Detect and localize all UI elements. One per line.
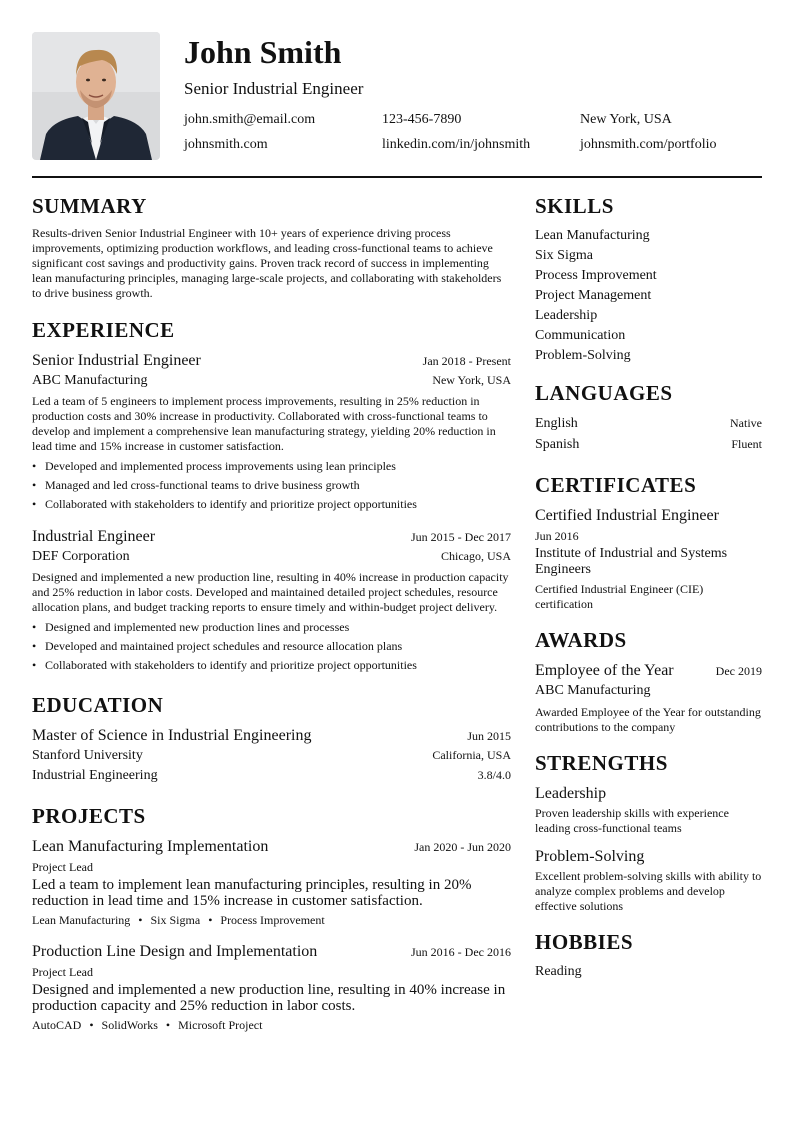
experience-entry [32, 350, 511, 514]
awards-heading: AWARDS [535, 628, 627, 652]
job-bullets [32, 457, 511, 514]
project-description: Designed and implemented a new production line, resulting in 40% increase in production capacity and 25% reduction in labor costs. [32, 982, 506, 1014]
summary-heading: SUMMARY [32, 194, 147, 218]
strength-description: Proven leadership skills with experience leading cross-functional teams [535, 806, 729, 835]
header-info [184, 32, 762, 160]
skill-item: Communication [535, 328, 626, 343]
language-level: Native [730, 416, 762, 430]
skill-item: Project Management [535, 288, 652, 303]
project-description: Led a team to implement lean manufacturing principles, resulting in 20% reduction in lead time and 15% increase in customer satisfaction. [32, 877, 472, 909]
experience-heading: EXPERIENCE [32, 318, 175, 342]
summary-text: Results-driven Senior Industrial Engineer with 10+ years of experience driving process improvements, optimizing production workflows, and leading cross-functional teams to achieve significant cost savings and productivity gains. Proven track record of success in implementing lean manufacturing principles, managing large-scale projects, and collaborating with stakeholders to drive business growth. [32, 226, 502, 300]
certificate-description: Certified Industrial Engineer (CIE) certification [535, 582, 704, 611]
certificate-issuer: Institute of Industrial and Systems Engineers [535, 546, 728, 577]
certificates-section [535, 473, 762, 612]
certificates-heading: CERTIFICATES [535, 473, 697, 497]
project-tag: Six Sigma [150, 913, 201, 927]
skill-item: Problem-Solving [535, 348, 631, 363]
education-location: California, USA [432, 748, 511, 762]
tag-separator: • [165, 1018, 171, 1032]
project-dates: Jan 2020 - Jun 2020 [414, 840, 511, 854]
job-bullet: • Managed and led cross-functional teams to drive business growth [32, 476, 511, 495]
skills-heading: SKILLS [535, 194, 614, 218]
skill-item: Leadership [535, 308, 598, 323]
content-columns [32, 194, 762, 1033]
project-tag: Microsoft Project [178, 1018, 263, 1032]
strengths-section [535, 751, 762, 914]
skills-section [535, 194, 762, 366]
language-level: Fluent [731, 437, 762, 451]
job-description: Led a team of 5 engineers to implement process improvements, resulting in 25% reduction in production costs and 30% increase in productivity. Collaborated with cross-functional teams to develop and implement a comprehensive lean manufacturing strategy, yielding 20% reduction in lead time and 15% increase in customer satisfaction. [32, 394, 496, 453]
resume-page [32, 32, 762, 1033]
education-degree: Master of Science in Industrial Engineering [32, 727, 312, 744]
skill-item: Six Sigma [535, 248, 593, 263]
award-date: Dec 2019 [715, 664, 762, 678]
languages-section [535, 381, 762, 455]
project-tags [32, 1017, 511, 1033]
project-dates: Jun 2016 - Dec 2016 [411, 945, 511, 959]
award-description: Awarded Employee of the Year for outstanding contributions to the company [535, 705, 761, 734]
hobby-item: Reading [535, 964, 582, 979]
contact-website[interactable]: johnsmith.com [184, 137, 268, 152]
strength-name: Leadership [535, 785, 607, 802]
project-tag: AutoCAD [32, 1018, 82, 1032]
contact-portfolio[interactable]: johnsmith.com/portfolio [580, 137, 717, 152]
project-tag: Process Improvement [220, 913, 325, 927]
job-bullet: • Designed and implemented new production lines and processes [32, 618, 511, 637]
contact-grid [184, 110, 762, 154]
profile-photo [32, 32, 160, 160]
strength-name: Problem-Solving [535, 848, 645, 865]
candidate-name: John Smith [184, 34, 342, 70]
job-role: Senior Industrial Engineer [32, 352, 201, 369]
contact-location: New York, USA [580, 112, 672, 127]
job-bullet: • Developed and implemented process improvements using lean principles [32, 457, 511, 476]
job-bullet: • Collaborated with stakeholders to identify and prioritize project opportunities [32, 656, 511, 675]
job-dates: Jan 2018 - Present [422, 354, 511, 368]
contact-phone[interactable]: 123-456-7890 [382, 112, 462, 127]
resume-header [32, 32, 762, 160]
education-gpa: 3.8/4.0 [477, 768, 511, 782]
hobbies-section [535, 930, 762, 982]
projects-heading: PROJECTS [32, 804, 146, 828]
project-entry [32, 836, 511, 928]
job-location: New York, USA [432, 373, 511, 387]
project-entry [32, 941, 511, 1033]
tag-separator: • [138, 913, 143, 927]
contact-email[interactable]: john.smith@email.com [184, 112, 316, 127]
tag-separator: • [208, 913, 213, 927]
job-description: Designed and implemented a new production line, resulting in 40% increase in production capacity and 25% reduction in labor costs. Developed and maintained detailed project schedules, resource allocation plans, and budget tracking reports to ensure timely and within-budget project delivery. [32, 570, 509, 614]
project-tag: Lean Manufacturing [32, 913, 131, 927]
skill-item: Lean Manufacturing [535, 228, 650, 243]
award-organization: ABC Manufacturing [535, 683, 651, 698]
experience-section [32, 318, 511, 675]
job-role: Industrial Engineer [32, 528, 156, 545]
project-name: Production Line Design and Implementation [32, 943, 318, 960]
projects-section [32, 804, 511, 1033]
tag-separator: • [89, 1018, 94, 1032]
language-row [535, 434, 762, 455]
summary-section [32, 194, 511, 301]
header-divider [32, 176, 762, 178]
job-bullet: • Developed and maintained project schedules and resource allocation plans [32, 637, 511, 656]
certificate-date: Jun 2016 [535, 529, 579, 543]
project-name: Lean Manufacturing Implementation [32, 838, 269, 855]
job-bullet: • Collaborated with stakeholders to identify and prioritize project opportunities [32, 495, 511, 514]
job-location: Chicago, USA [441, 549, 511, 563]
job-bullets [32, 618, 511, 675]
languages-heading: LANGUAGES [535, 381, 673, 405]
right-column [535, 194, 762, 1033]
portrait-illustration [32, 32, 160, 160]
contact-linkedin[interactable]: linkedin.com/in/johnsmith [382, 137, 531, 152]
certificate-name: Certified Industrial Engineer [535, 507, 719, 524]
candidate-title: Senior Industrial Engineer [184, 79, 364, 98]
job-dates: Jun 2015 - Dec 2017 [411, 530, 511, 544]
project-role: Project Lead [32, 965, 93, 979]
experience-entry [32, 526, 511, 675]
language-name: Spanish [535, 437, 580, 452]
project-tag: SolidWorks [101, 1018, 158, 1032]
awards-section [535, 628, 762, 735]
education-section [32, 693, 511, 786]
education-field: Industrial Engineering [32, 768, 158, 783]
project-role: Project Lead [32, 860, 93, 874]
award-name: Employee of the Year [535, 662, 674, 679]
left-column [32, 194, 511, 1033]
education-heading: EDUCATION [32, 693, 164, 717]
education-date: Jun 2015 [467, 729, 511, 743]
project-tags [32, 912, 511, 928]
job-company: ABC Manufacturing [32, 373, 148, 388]
education-school: Stanford University [32, 748, 143, 763]
skill-item: Process Improvement [535, 268, 657, 283]
language-row [535, 413, 762, 434]
strengths-heading: STRENGTHS [535, 751, 668, 775]
language-name: English [535, 416, 578, 431]
hobbies-heading: HOBBIES [535, 930, 634, 954]
job-company: DEF Corporation [32, 549, 130, 564]
strength-description: Excellent problem-solving skills with ability to analyze complex problems and develop effective solutions [535, 869, 762, 913]
